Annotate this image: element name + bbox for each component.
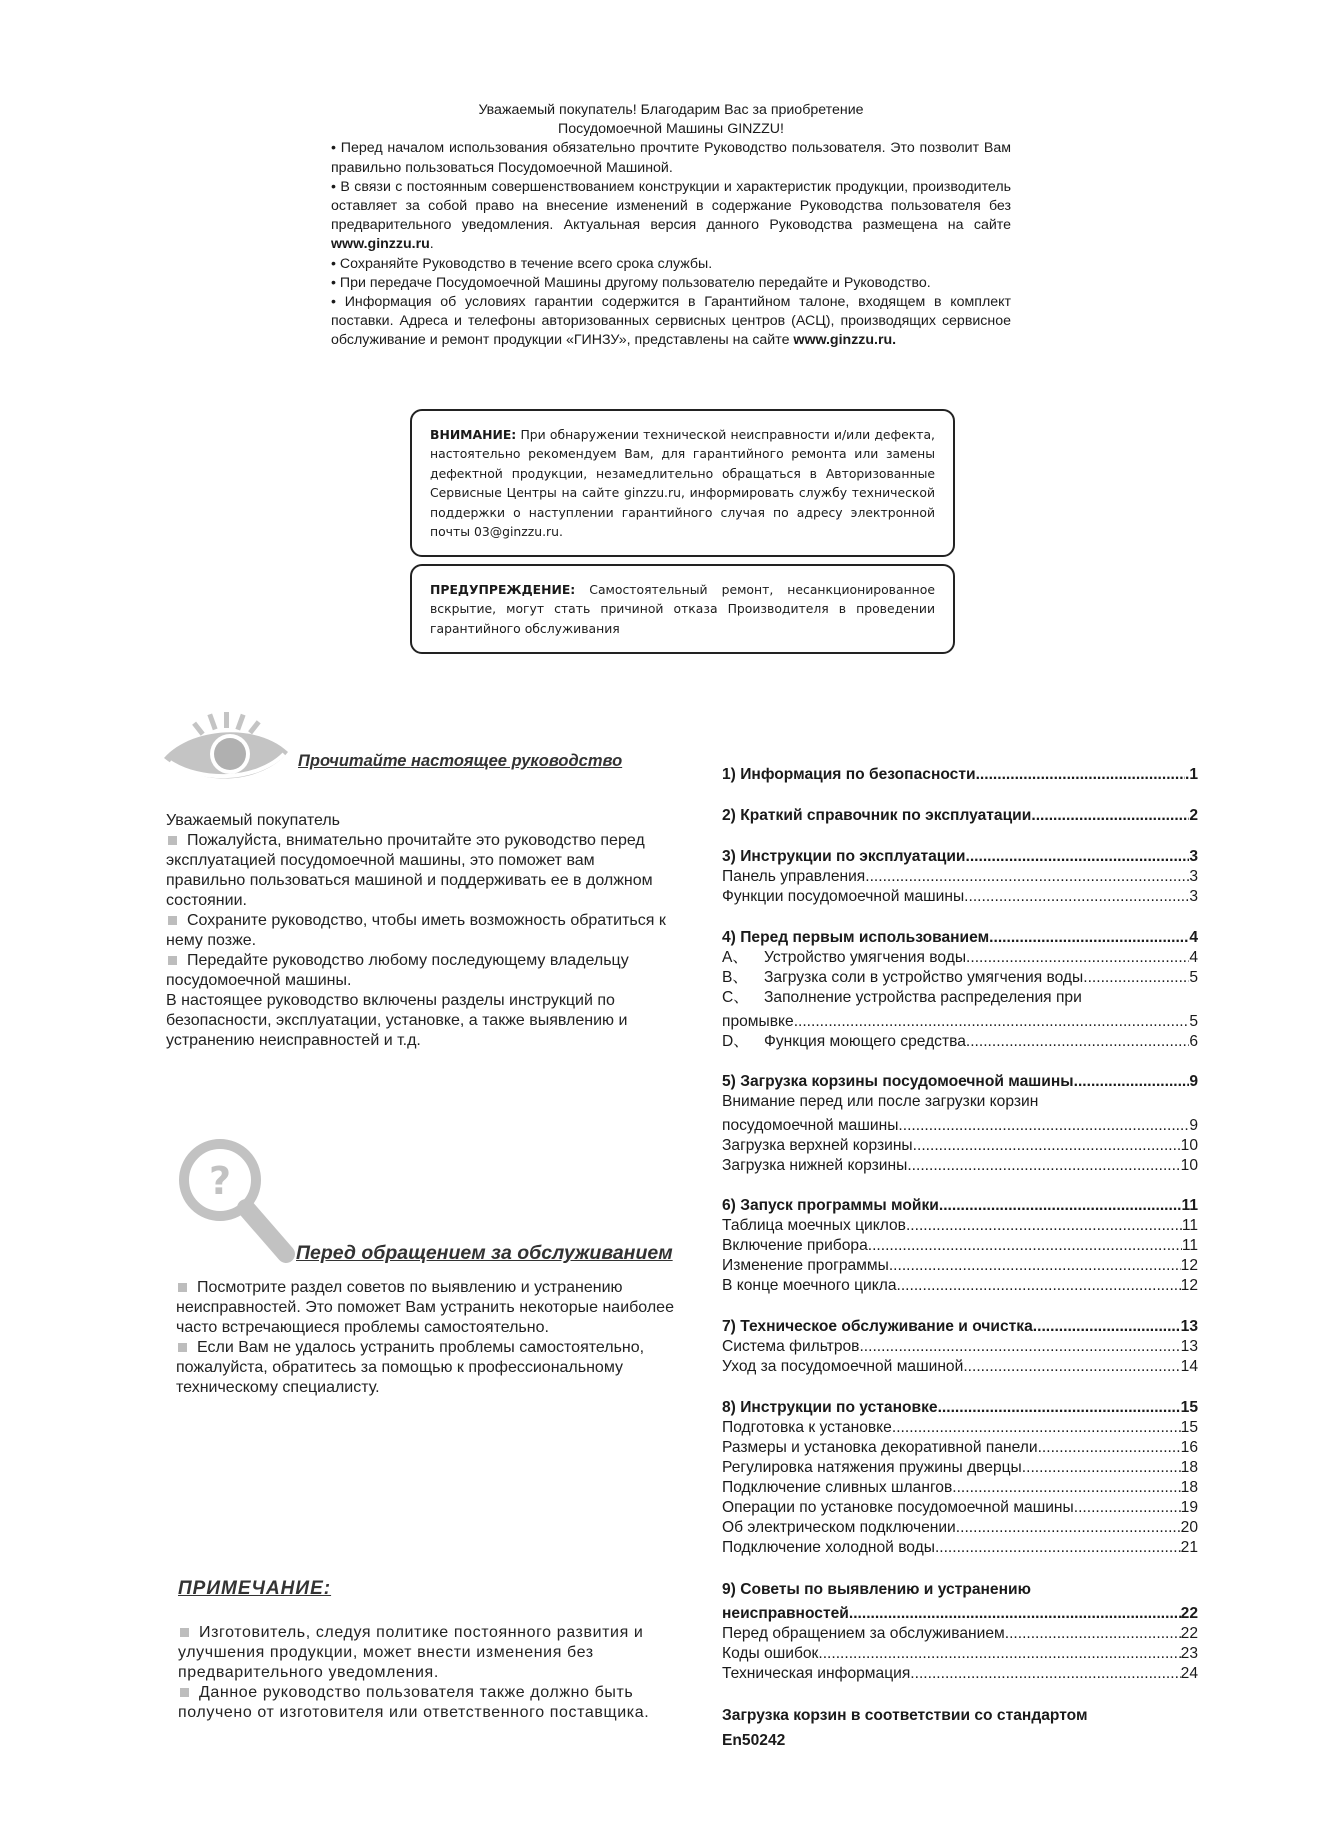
intro-paragraph-5: • Информация об условиях гарантии содержится в Гарантийном талоне, входящем в комплект поставки. Адреса и телефоны авторизованных сервисных центров (АСЦ), производящих сервисное обслуживание и ремонт продукции «ГИНЗУ», представлены на сайте www.ginzzu.ru.: [331, 294, 1011, 349]
toc-item[interactable]: Функции посудомоечной машины ..... 3: [722, 887, 1198, 907]
warning-text: Самостоятельный ремонт, несанкционированное вскрытие, могут стать причиной отказа Производителя в проведении гарантийного обслуживания: [430, 582, 935, 636]
warning-box: [410, 564, 955, 654]
intro-block: [331, 101, 1011, 351]
toc-section-8[interactable]: 8) Инструкции по установке ..... 15: [722, 1398, 1198, 1418]
bullet-square-icon: [168, 916, 177, 925]
bullet-square-icon: [178, 1283, 187, 1292]
toc-item[interactable]: D、 Функция моющего средства ..... 6: [722, 1032, 1198, 1052]
greeting: Уважаемый покупатель: [166, 812, 341, 829]
toc-item[interactable]: Загрузка нижней корзины ..... 10: [722, 1156, 1198, 1176]
toc-section-9[interactable]: 9) Советы по выявлению и устранению: [722, 1581, 1031, 1598]
toc-item[interactable]: C、 Заполнение устройства распределения при: [722, 989, 1082, 1006]
intro-paragraph-4: • При передаче Посудомоечной Машины другому пользователю передайте и Руководство.: [331, 274, 931, 291]
read-item-1: Пожалуйста, внимательно прочитайте это руководство перед эксплуатацией посудомоечной машины, это поможет вам правильно пользоваться машиной и поддерживать ее в должном состоянии.: [166, 832, 653, 909]
note-item-1: Изготовитель, следуя политике постоянного развития и улучшения продукции, может внести изменения без предварительного уведомления.: [178, 1624, 644, 1681]
toc-item[interactable]: В конце моечного цикла ..... 12: [722, 1276, 1198, 1296]
toc-item[interactable]: A、 Устройство умягчения воды ..... 4: [722, 948, 1198, 968]
intro-title-line1: Уважаемый покупатель! Благодарим Вас за приобретение: [478, 102, 864, 118]
toc-item[interactable]: Перед обращением за обслуживанием ..... 22: [722, 1624, 1198, 1644]
bullet-square-icon: [168, 836, 177, 845]
toc-item[interactable]: Размеры и установка декоративной панели ..... 16: [722, 1438, 1198, 1458]
toc-item[interactable]: Коды ошибок ..... 23: [722, 1644, 1198, 1664]
toc-section-7[interactable]: 7) Техническое обслуживание и очистка ..... 13: [722, 1317, 1198, 1337]
note-item-2: Данное руководство пользователя также должно быть получено от изготовителя или ответственного поставщика.: [178, 1684, 650, 1721]
bullet-square-icon: [168, 956, 177, 965]
toc-item[interactable]: Подключение сливных шлангов ..... 18: [722, 1478, 1198, 1498]
toc-item[interactable]: Изменение программы ..... 12: [722, 1256, 1198, 1276]
eye-icon: [160, 712, 292, 790]
toc-section-6[interactable]: 6) Запуск программы мойки ..... 11: [722, 1196, 1198, 1216]
toc-item[interactable]: Подготовка к установке ..... 15: [722, 1418, 1198, 1438]
attention-box: [410, 409, 955, 557]
toc-item[interactable]: Об электрическом подключении ..... 20: [722, 1518, 1198, 1538]
read-manual-heading: Прочитайте настоящее руководство: [298, 752, 623, 770]
toc-item[interactable]: Техническая информация ..... 24: [722, 1664, 1198, 1684]
read-item-3: Передайте руководство любому последующему владельцу посудомоечной машины.: [166, 952, 629, 989]
service-item-2: Если Вам не удалось устранить проблемы самостоятельно, пожалуйста, обратитесь за помощью к профессиональному техническому специалисту.: [176, 1339, 645, 1396]
toc-item[interactable]: Панель управления ..... 3: [722, 867, 1198, 887]
attention-text: При обнаружении технической неисправности и/или дефекта, настоятельно рекомендуем Вам, для гарантийного ремонта или замены дефектной продукции, незамедлительно обращаться в Авторизованные Сервисные Центры на сайте ginzzu.ru, информировать службу технической поддержки о наступлении гарантийного случая по адресу электронной почты 03@ginzzu.ru.: [430, 427, 935, 540]
toc-section-5[interactable]: 5) Загрузка корзины посудомоечной машины ..... 9: [722, 1072, 1198, 1092]
toc-item[interactable]: посудомоечной машины ..... 9: [722, 1116, 1198, 1136]
bullet-square-icon: [180, 1688, 189, 1697]
note-body: [178, 1623, 668, 1723]
toc-item[interactable]: Таблица моечных циклов ..... 11: [722, 1216, 1198, 1236]
warning-label: ПРЕДУПРЕЖДЕНИЕ:: [430, 582, 576, 597]
intro-paragraph-1: • Перед началом использования обязательно прочтите Руководство пользователя. Это позволит Вам правильно пользоваться Посудомоечной Машиной.: [331, 140, 1011, 176]
svg-text:?: ?: [208, 1159, 232, 1203]
toc-item[interactable]: Подключение холодной воды ..... 21: [722, 1538, 1198, 1558]
read-closing: В настоящее руководство включены разделы инструкций по безопасности, эксплуатации, установке, а также выявлению и устранению неисправностей и т.д.: [166, 992, 628, 1049]
toc-section-9-cont[interactable]: неисправностей ..... 22: [722, 1604, 1198, 1624]
note-heading: ПРИМЕЧАНИЕ:: [178, 1578, 332, 1599]
read-item-2: Сохраните руководство, чтобы иметь возможность обратиться к нему позже.: [166, 912, 666, 949]
toc-item[interactable]: промывке ..... 5: [722, 1012, 1198, 1032]
toc-item[interactable]: Загрузка верхней корзины ..... 10: [722, 1136, 1198, 1156]
toc-item[interactable]: Включение прибора ..... 11: [722, 1236, 1198, 1256]
website-link[interactable]: www.ginzzu.ru: [331, 236, 430, 253]
toc-section-2[interactable]: 2) Краткий справочник по эксплуатации ..... 2: [722, 806, 1198, 826]
toc-item[interactable]: Операции по установке посудомоечной машины ..... 19: [722, 1498, 1198, 1518]
magnifier-question-icon: [176, 1136, 300, 1266]
intro-paragraph-2: • В связи с постоянным совершенствованием конструкции и характеристик продукции, производитель оставляет за собой право на внесение изменений в содержание Руководства пользователя без предварительного уведомления. Актуальная версия данного Руководства размещена на сайте www.ginzzu.ru.: [331, 178, 1011, 253]
toc-item[interactable]: Уход за посудомоечной машиной ..... 14: [722, 1357, 1198, 1377]
toc-section-1[interactable]: 1) Информация по безопасности ..... .1: [722, 765, 1198, 785]
service-item-1: Посмотрите раздел советов по выявлению и устранению неисправностей. Это поможет Вам устранить некоторые наиболее часто встречающиеся проблемы самостоятельно.: [176, 1279, 674, 1336]
toc-item[interactable]: Внимание перед или после загрузки корзин: [722, 1093, 1039, 1110]
intro-paragraph-3: • Сохраняйте Руководство в течение всего срока службы.: [331, 255, 713, 272]
toc-item[interactable]: Регулировка натяжения пружины дверцы ..... 18: [722, 1458, 1198, 1478]
bullet-square-icon: [180, 1628, 189, 1637]
read-manual-body: [166, 811, 666, 1051]
intro-title-line2: Посудомоечной Машины GINZZU!: [558, 121, 784, 138]
toc-section-10-cont[interactable]: En50242: [722, 1732, 786, 1749]
before-service-body: [176, 1278, 692, 1398]
toc-section-4[interactable]: 4) Перед первым использованием ..... 4: [722, 928, 1198, 948]
toc-section-3[interactable]: 3) Инструкции по эксплуатации ..... 3: [722, 847, 1198, 867]
toc-section-10[interactable]: Загрузка корзин в соответствии со стандартом: [722, 1707, 1088, 1724]
bullet-square-icon: [178, 1343, 187, 1352]
before-service-heading: Перед обращением за обслуживанием: [296, 1242, 673, 1264]
website-link[interactable]: www.ginzzu.ru.: [793, 332, 897, 349]
attention-label: ВНИМАНИЕ:: [430, 427, 517, 442]
toc-item[interactable]: Система фильтров ..... 13: [722, 1337, 1198, 1357]
toc-item[interactable]: B、 Загрузка соли в устройство умягчения воды ..... 5: [722, 968, 1198, 988]
